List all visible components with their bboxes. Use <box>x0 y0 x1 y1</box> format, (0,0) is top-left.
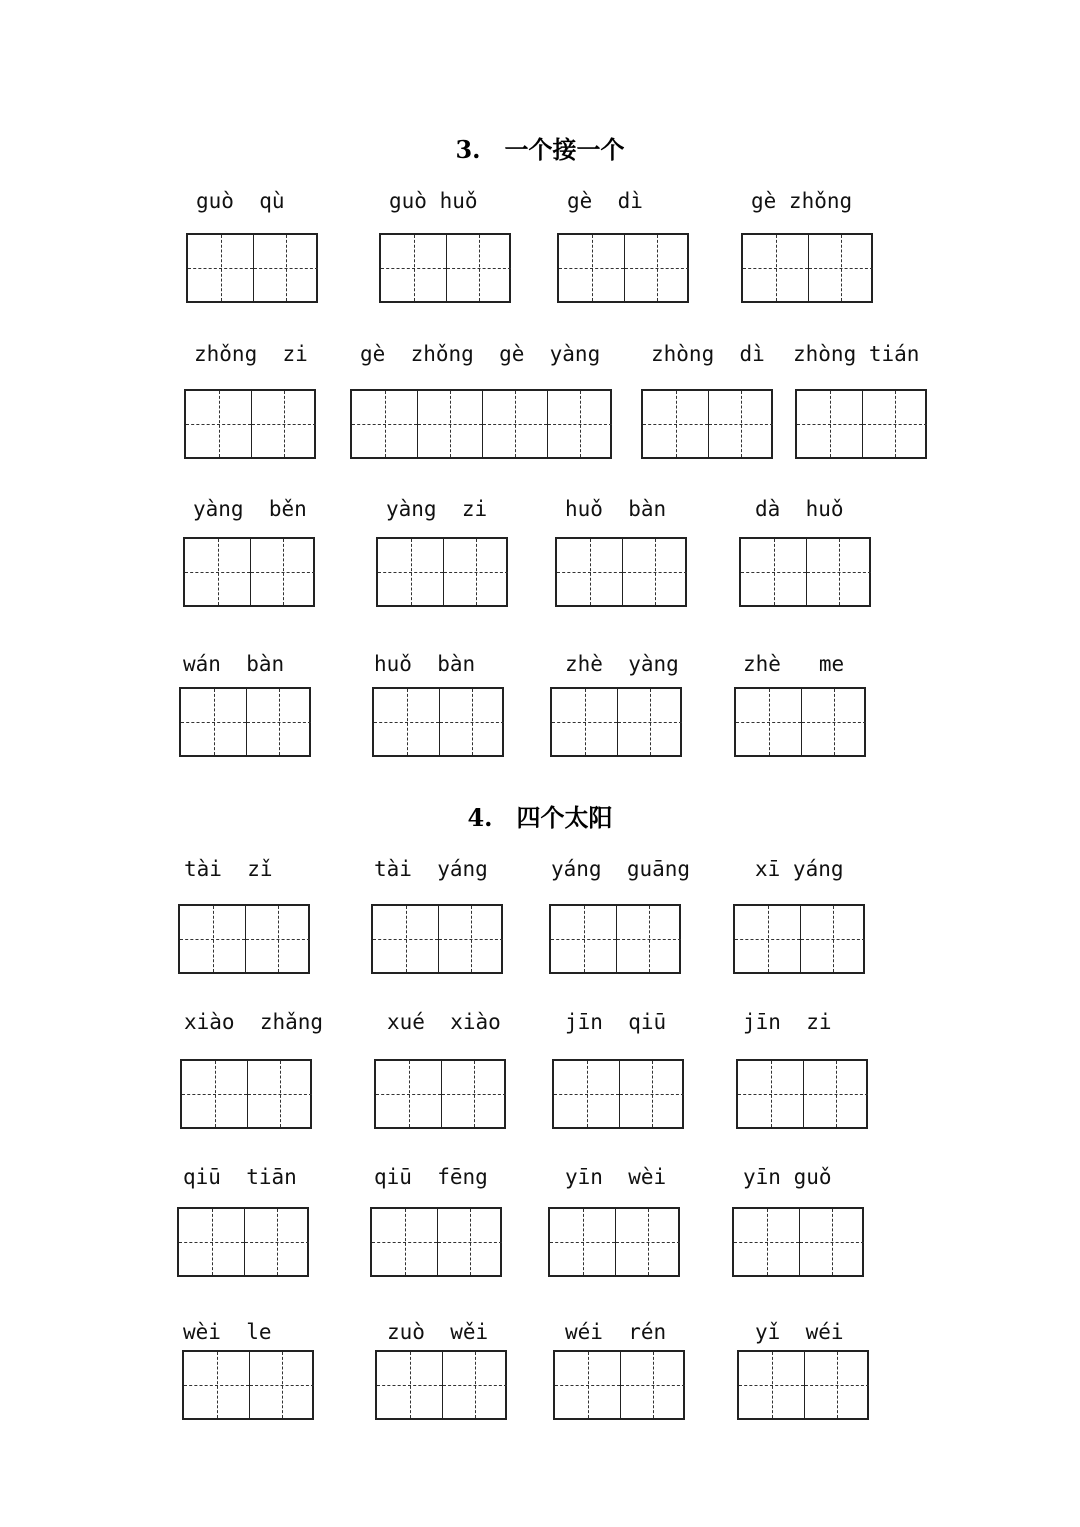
tianzige-cell[interactable] <box>735 906 800 972</box>
pinyin-label: jīn zi <box>743 1010 832 1034</box>
pinyin-label: qiū tiān <box>183 1165 297 1189</box>
writing-grid[interactable] <box>553 1350 685 1420</box>
tianzige-cell[interactable] <box>552 689 617 755</box>
tianzige-cell[interactable] <box>797 391 862 457</box>
tianzige-cell[interactable] <box>551 906 616 972</box>
pinyin-label: xué xiào <box>387 1010 501 1034</box>
tianzige-cell[interactable] <box>622 539 687 605</box>
tianzige-cell[interactable] <box>643 391 708 457</box>
pinyin-label: huǒ bàn <box>565 497 667 521</box>
pinyin-label: yīn wèi <box>565 1165 667 1189</box>
tianzige-cell[interactable] <box>417 391 482 457</box>
tianzige-cell[interactable] <box>619 1061 684 1127</box>
writing-grid[interactable] <box>641 389 773 459</box>
writing-grid[interactable] <box>376 537 508 607</box>
pinyin-label: gè dì <box>567 189 643 213</box>
pinyin-label: zhè yàng <box>565 652 679 676</box>
pinyin-label: gè zhǒng <box>751 189 853 213</box>
writing-grid[interactable] <box>733 904 865 974</box>
writing-grid[interactable] <box>371 904 503 974</box>
writing-grid[interactable] <box>177 1207 309 1277</box>
tianzige-cell[interactable] <box>617 689 682 755</box>
pinyin-label: guò huǒ <box>389 189 478 213</box>
pinyin-label: gè zhǒng gè yàng <box>360 342 601 366</box>
pinyin-label: yáng guāng <box>551 857 691 881</box>
writing-grid[interactable] <box>736 1059 868 1129</box>
tianzige-cell[interactable] <box>182 1061 247 1127</box>
writing-grid[interactable] <box>375 1350 507 1420</box>
writing-grid[interactable] <box>180 1059 312 1129</box>
tianzige-cell[interactable] <box>708 391 773 457</box>
tianzige-cell[interactable] <box>376 1061 441 1127</box>
tianzige-cell[interactable] <box>803 1061 868 1127</box>
writing-grid[interactable] <box>550 687 682 757</box>
tianzige-cell[interactable] <box>547 391 612 457</box>
tianzige-cell[interactable] <box>739 1352 804 1418</box>
pinyin-label: yàng zi <box>386 497 488 521</box>
tianzige-cell[interactable] <box>554 1061 619 1127</box>
tianzige-cell[interactable] <box>734 1209 799 1275</box>
pinyin-label: zhòng tián <box>793 342 920 366</box>
tianzige-cell[interactable] <box>381 235 446 301</box>
writing-grid[interactable] <box>741 233 873 303</box>
writing-grid[interactable] <box>795 389 927 459</box>
pinyin-label: yīn guǒ <box>743 1165 832 1189</box>
writing-grid[interactable] <box>178 904 310 974</box>
tianzige-cell[interactable] <box>372 1209 437 1275</box>
tianzige-cell[interactable] <box>185 539 250 605</box>
tianzige-cell[interactable] <box>550 1209 615 1275</box>
tianzige-cell[interactable] <box>738 1061 803 1127</box>
pinyin-label: zhǒng zi <box>194 342 308 366</box>
pinyin-label: xī yáng <box>755 857 844 881</box>
writing-grid[interactable] <box>370 1207 502 1277</box>
tianzige-cell[interactable] <box>624 235 689 301</box>
pinyin-label: guò qù <box>196 189 285 213</box>
tianzige-cell[interactable] <box>352 391 417 457</box>
tianzige-cell[interactable] <box>244 1209 309 1275</box>
tianzige-cell[interactable] <box>439 689 504 755</box>
tianzige-cell[interactable] <box>804 1352 869 1418</box>
tianzige-cell[interactable] <box>180 906 245 972</box>
tianzige-cell[interactable] <box>181 689 246 755</box>
writing-grid[interactable] <box>179 687 311 757</box>
tianzige-cell[interactable] <box>247 1061 312 1127</box>
writing-grid[interactable] <box>739 537 871 607</box>
tianzige-cell[interactable] <box>253 235 318 301</box>
tianzige-cell[interactable] <box>806 539 871 605</box>
writing-grid[interactable] <box>186 233 318 303</box>
tianzige-cell[interactable] <box>482 391 547 457</box>
tianzige-cell[interactable] <box>441 1061 506 1127</box>
writing-grid[interactable] <box>548 1207 680 1277</box>
tianzige-cell[interactable] <box>862 391 927 457</box>
writing-grid[interactable] <box>184 389 316 459</box>
pinyin-label: jīn qiū <box>565 1010 667 1034</box>
pinyin-label: wéi rén <box>565 1320 667 1344</box>
tianzige-cell[interactable] <box>557 539 622 605</box>
tianzige-cell[interactable] <box>615 1209 680 1275</box>
writing-grid[interactable] <box>734 687 866 757</box>
tianzige-cell[interactable] <box>559 235 624 301</box>
tianzige-cell[interactable] <box>374 689 439 755</box>
writing-grid[interactable] <box>379 233 511 303</box>
pinyin-label: tài zǐ <box>184 857 273 881</box>
tianzige-cell[interactable] <box>250 539 315 605</box>
pinyin-label: yàng běn <box>193 497 307 521</box>
writing-grid[interactable] <box>737 1350 869 1420</box>
tianzige-cell[interactable] <box>438 906 503 972</box>
writing-grid[interactable] <box>372 687 504 757</box>
writing-grid[interactable] <box>732 1207 864 1277</box>
tianzige-cell[interactable] <box>736 689 801 755</box>
tianzige-cell[interactable] <box>246 689 311 755</box>
writing-grid[interactable] <box>552 1059 684 1129</box>
tianzige-cell[interactable] <box>446 235 511 301</box>
tianzige-cell[interactable] <box>808 235 873 301</box>
writing-grid[interactable] <box>555 537 687 607</box>
writing-grid[interactable] <box>182 1350 314 1420</box>
pinyin-label: yǐ wéi <box>755 1320 844 1344</box>
tianzige-cell[interactable] <box>249 1352 314 1418</box>
tianzige-cell[interactable] <box>741 539 806 605</box>
tianzige-cell[interactable] <box>616 906 681 972</box>
tianzige-cell[interactable] <box>443 539 508 605</box>
tianzige-cell[interactable] <box>245 906 310 972</box>
pinyin-label: zhòng dì <box>651 342 765 366</box>
tianzige-cell[interactable] <box>555 1352 620 1418</box>
tianzige-cell[interactable] <box>378 539 443 605</box>
tianzige-cell[interactable] <box>373 906 438 972</box>
tianzige-cell[interactable] <box>251 391 316 457</box>
tianzige-cell[interactable] <box>442 1352 507 1418</box>
tianzige-cell[interactable] <box>743 235 808 301</box>
tianzige-cell[interactable] <box>800 906 865 972</box>
pinyin-label: zhè me <box>743 652 845 676</box>
section-title-4: 4. 四个太阳 <box>467 803 613 832</box>
pinyin-label: wèi le <box>183 1320 272 1344</box>
pinyin-label: wán bàn <box>183 652 285 676</box>
pinyin-label: xiào zhǎng <box>184 1010 324 1034</box>
writing-grid[interactable] <box>350 389 612 459</box>
writing-grid[interactable] <box>557 233 689 303</box>
tianzige-cell[interactable] <box>188 235 253 301</box>
pinyin-label: huǒ bàn <box>374 652 476 676</box>
tianzige-cell[interactable] <box>620 1352 685 1418</box>
pinyin-label: zuò wěi <box>387 1320 489 1344</box>
writing-grid[interactable] <box>374 1059 506 1129</box>
tianzige-cell[interactable] <box>801 689 866 755</box>
writing-grid[interactable] <box>549 904 681 974</box>
section-title-3: 3. 一个接一个 <box>455 135 625 164</box>
tianzige-cell[interactable] <box>186 391 251 457</box>
pinyin-label: tài yáng <box>374 857 488 881</box>
tianzige-cell[interactable] <box>799 1209 864 1275</box>
tianzige-cell[interactable] <box>179 1209 244 1275</box>
tianzige-cell[interactable] <box>184 1352 249 1418</box>
tianzige-cell[interactable] <box>437 1209 502 1275</box>
pinyin-label: qiū fēng <box>374 1165 488 1189</box>
tianzige-cell[interactable] <box>377 1352 442 1418</box>
pinyin-label: dà huǒ <box>755 497 844 521</box>
writing-grid[interactable] <box>183 537 315 607</box>
